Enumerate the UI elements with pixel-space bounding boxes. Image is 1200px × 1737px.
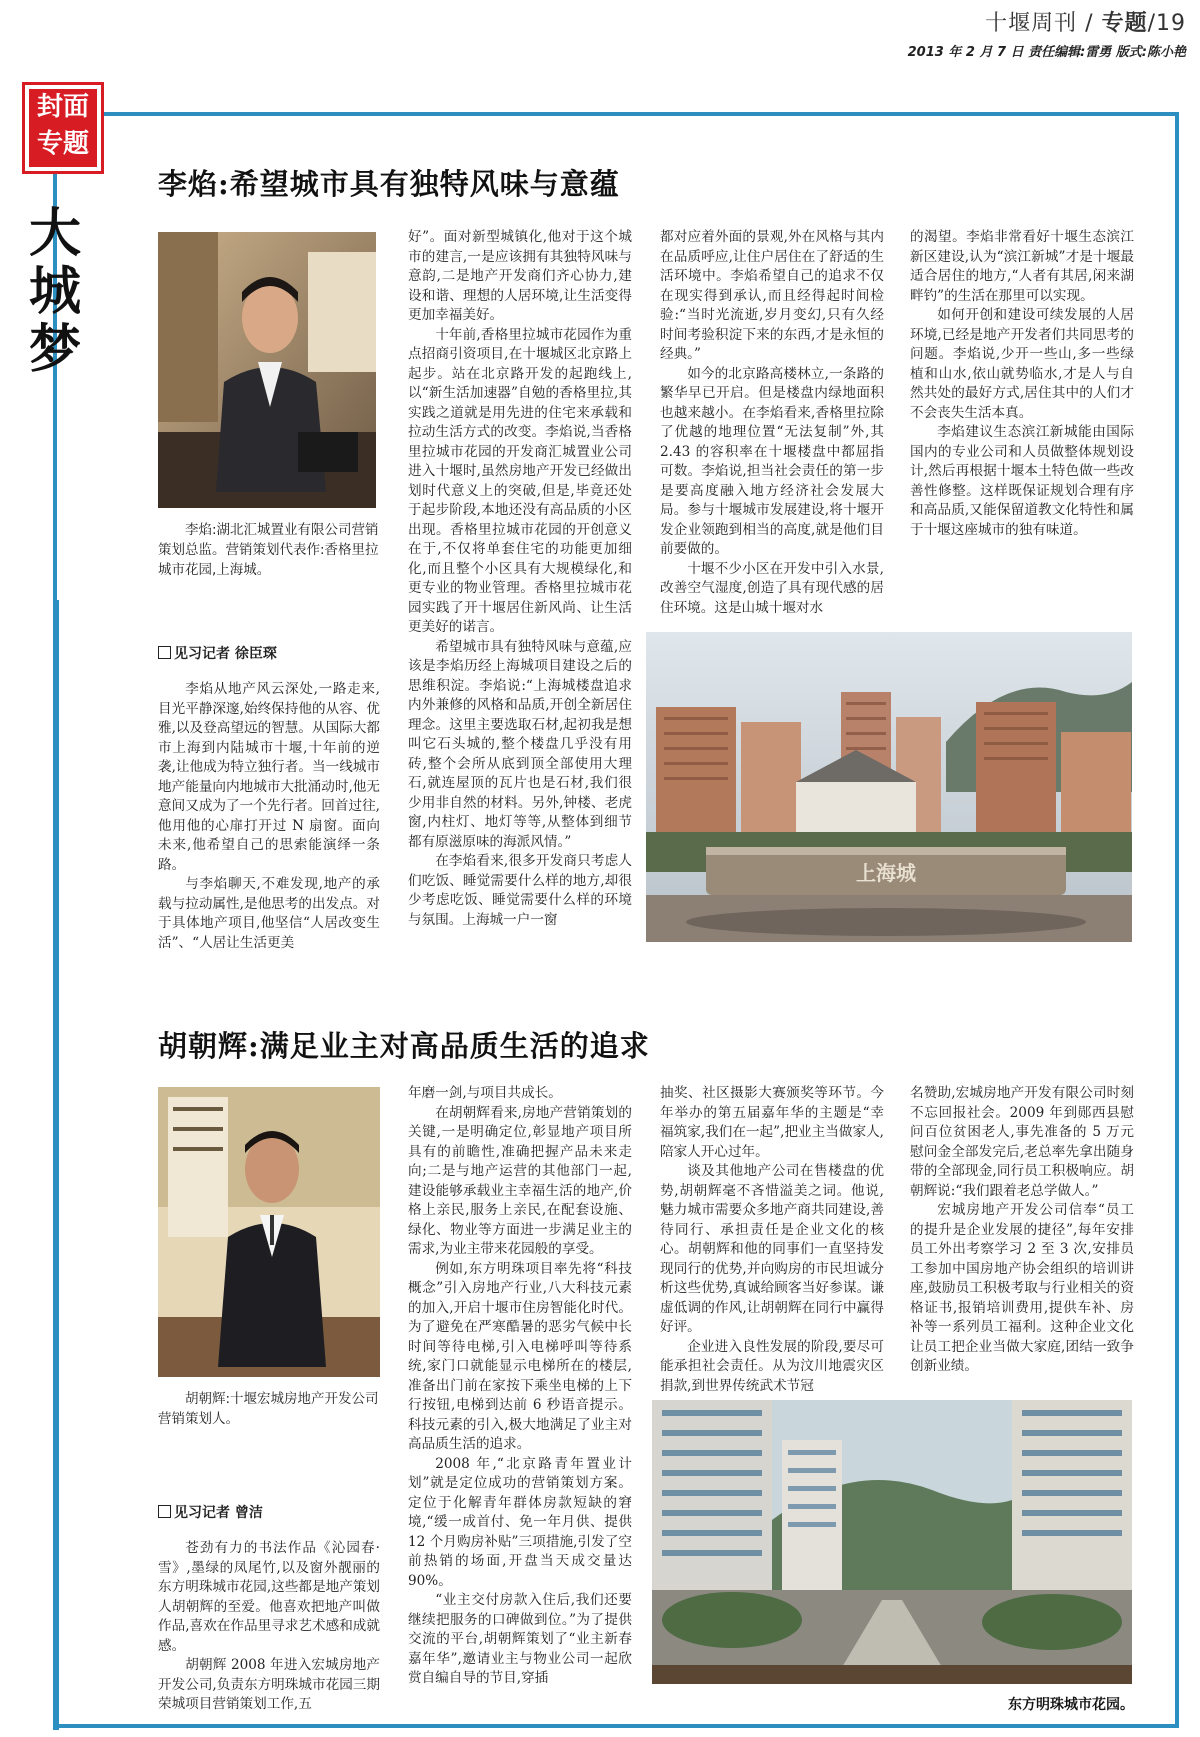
masthead-separator: /	[1085, 11, 1094, 36]
masthead	[908, 6, 1186, 60]
cover-feature-badge	[22, 82, 104, 174]
paragraph: 十堰不少小区在开发中引入水景,改善空气湿度,创造了具有现代感的居住环境。这是山城十堰对水	[660, 560, 884, 616]
paragraph: 在李焰看来,很多开发商只考虑人们吃饭、睡觉需要什么样的地方,却很少考虑吃饭、睡觉需要什么样的环境与氛围。上海城一户一窗	[408, 853, 632, 928]
article2-photo-caption: 胡朝辉:十堰宏城房地产开发公司营销策划人。	[158, 1391, 379, 1427]
article2-column-2	[408, 1084, 632, 1716]
article1-portrait-photo	[158, 232, 376, 508]
paragraph: 抽奖、社区摄影大赛颁奖等环节。今年举办的第五届嘉年华的主题是“幸福筑家,我们在一起”,把业主当做家人,陪家人开心过年。	[660, 1085, 884, 1160]
paragraph: 希望城市具有独特风味与意蕴,应该是李焰历经上海城项目建设之后的思维积淀。李焰说:“上海城楼盘追求内外兼修的风格和品质,开创全新居住理念。这里主要选取石材,起初我是想叫它石头城的,整个楼盘几乎没有用砖,整个会所从底到顶全部使用大理石,就连屋顶的瓦片也是石材,我们很少用非自然的材料。另外,钟楼、老虎窗,内柱灯、地灯等等,从整体到细节都有原滋原味的海派风情。”	[408, 638, 632, 850]
section-name: 专题	[1101, 11, 1148, 36]
paragraph: 2008 年,“北京路青年置业计划”就是定位成功的营销策划方案。定位于化解青年群体房款短缺的窘境,“缓一成首付、免一年月供、提供 12 个月购房补贴”三项措施,引发了空前热销的场面,开盘当天成交量达 90%。	[408, 1455, 632, 1589]
paragraph: 好”。面对新型城镇化,他对于这个城市的建言,一是应该拥有其独特风味与意韵,二是地产开发商们齐心协力,建设和谐、理想的人居环境,让生活变得更加幸福美好。	[408, 229, 632, 323]
article1-photo-caption: 李焰:湖北汇城置业有限公司营销策划总监。营销策划代表作:香格里拉城市花园,上海城。	[158, 522, 379, 578]
reporter-box-icon	[158, 1505, 171, 1518]
paragraph: “业主交付房款入住后,我们还要继续把服务的口碑做到位。”为了提供交流的平台,胡朝辉策划了“业主新春嘉年华”,邀请业主与物业公司一起欣赏自编自导的节目,穿插	[408, 1592, 632, 1686]
article2-image-caption: 东方明珠城市花园。	[1008, 1697, 1134, 1713]
frame-accent-bar	[53, 600, 59, 1730]
article1-headline: 李焰:希望城市具有独特风味与意蕴	[158, 167, 620, 201]
paragraph: 如何开创和建设可续发展的人居环境,已经是地产开发者们共同思考的问题。李焰说,少开一些山,多一些绿植和山水,依山就势临水,才是人与自然共处的最好方式,居住其中的人们才不会丧失生活本真。	[910, 307, 1134, 421]
paragraph: 李焰从地产风云深处,一路走来,目光平静深邃,始终保持他的从容、优雅,以及登高望远的智慧。从国际大都市上海到内陆城市十堰,十年前的逆袭,让他成为特立独行者。当一线城市地产能量向内地城市大批涌动时,他无意间又成为了一个先行者。回首过往,他用他的心扉打开过 N 扇窗。面向未来,他希望自己的思索能演绎一条路。	[158, 681, 380, 873]
article2-garden-photo	[652, 1400, 1132, 1684]
date-line: 2013 年 2 月 7 日 责任编辑:雷勇 版式:陈小艳	[907, 45, 1186, 60]
paragraph: 例如,东方明珠项目率先将“科技概念”引入房地产行业,八大科技元素的加入,开启十堰市住房智能化时代。为了避免在严寒酷暑的恶劣气候中长时间等待电梯,引入电梯呼叫等待系统,家门口就能显示电梯所在的楼层,准备出门前在家按下乘坐电梯的上下行按钮,电梯到达前 6 秒语音提示。科技元素的引入,极大地满足了业主对高品质生活的追求。	[408, 1260, 632, 1452]
article1-reporter-name: 见习记者 徐臣琛	[174, 646, 277, 662]
paragraph: 与李焰聊天,不难发现,地产的承载与拉动属性,是他思考的出发点。对于具体地产项目,他坚信“人居改变生活”、“人居让生活更美	[158, 876, 380, 951]
paragraph: 企业进入良性发展的阶段,要尽可能承担社会责任。从为汶川地震灾区捐款,到世界传统武术节冠	[660, 1338, 884, 1394]
article2-column-3	[660, 1084, 884, 1400]
article1-column-1	[158, 680, 380, 951]
side-title: 大城梦	[28, 203, 81, 380]
paragraph: 十年前,香格里拉城市花园作为重点招商引资项目,在十堰城区北京路上起步。站在北京路开发的起跑线上,以“新生活加速器”自勉的香格里拉,其实践之道就是用先进的住宅来承载和拉动生活方式的改变。李焰说,当香格里拉城市花园的开发商汇城置业公司进入十堰时,虽然房地产开发已经做出划时代意义上的突破,但是,毕竟还处于起步阶段,本地还没有高品质的小区出现。香格里拉城市花园的开创意义在于,不仅将单套住宅的功能更加细化,而且整个小区具有大规模绿化,和更专业的物业管理。香格里拉城市花园实践了开十堰居住新风尚、让生活更美好的诺言。	[408, 326, 632, 635]
article1-column-2	[408, 228, 632, 940]
paragraph: 苍劲有力的书法作品《沁园春·雪》,墨绿的凤尾竹,以及窗外靓丽的东方明珠城市花园,这些都是地产策划人胡朝辉的至爱。他喜欢把地产叫做作品,喜欢在作品里寻求艺术感和成就感。	[158, 1540, 380, 1654]
reporter-box-icon	[158, 646, 171, 659]
shanghai-city-sign: 上海城	[856, 861, 916, 885]
paragraph: 的渴望。李焰非常看好十堰生态滨江新区建设,认为“滨江新城”才是十堰最适合居住的地方,“人者有其居,闲来湖畔钓”的生活在那里可以实现。	[910, 229, 1134, 304]
page-number: /19	[1147, 11, 1186, 36]
paragraph: 谈及其他地产公司在售楼盘的优势,胡朝辉毫不吝惜溢美之词。他说,魅力城市需要众多地产商共同建设,善待同行、承担责任是企业文化的核心。胡朝辉和他的同事们一直坚持发现同行的优势,并向购房的市民坦诚分析这些优势,真诚给顾客当好参谋。谦虚低调的作风,让胡朝辉在同行中赢得好评。	[660, 1163, 884, 1335]
article1-column-3	[660, 228, 884, 624]
paragraph: 都对应着外面的景观,外在风格与其内在品质呼应,让住户居住在了舒适的生活环境中。李焰希望自己的追求不仅在现实得到承认,而且经得起时间检验:“当时光流逝,岁月变幻,只有久经时间考验积淀下来的东西,才是永恒的经典。”	[660, 229, 884, 362]
article1-reporter	[158, 643, 277, 663]
article2-column-1	[158, 1539, 380, 1715]
article1-column-4	[910, 228, 1134, 624]
paper-name: 十堰周刊	[985, 11, 1078, 36]
paragraph: 李焰建议生态滨江新城能由国际国内的专业公司和人员做整体规划设计,然后再根据十堰本土特色做一些改善性修整。这样既保证规划合理有序和高品质,又能保留道教文化特性和属于十堰这座城市的独有味道。	[910, 424, 1134, 538]
paragraph: 年磨一剑,与项目共成长。	[408, 1085, 562, 1101]
article2-reporter-name: 见习记者 曾洁	[174, 1505, 263, 1521]
article2-reporter	[158, 1502, 263, 1522]
paragraph: 胡朝辉 2008 年进入宏城房地产开发公司,负责东方明珠城市花园三期荣城项目营销策划工作,五	[158, 1657, 380, 1712]
badge-line-1: 封面	[36, 92, 89, 122]
paragraph: 名赞助,宏城房地产开发有限公司时刻不忘回报社会。2009 年到郧西县慰问百位贫困老人,事先准备的 5 万元慰问金全部发完后,老总率先拿出随身带的全部现金,同行员工积极响应。胡朝辉说:“我们跟着老总学做人。”	[910, 1085, 1134, 1199]
article1-shanghai-city-photo	[646, 632, 1132, 942]
paragraph: 在胡朝辉看来,房地产营销策划的关键,一是明确定位,彰显地产项目所具有的前瞻性,准确把握产品未来走向;二是与地产运营的其他部门一起,建设能够承载业主幸福生活的地产,价格上亲民,服务上亲民,在配套设施、绿化、物业等方面进一步满足业主的需求,为业主带来花园般的享受。	[408, 1104, 632, 1257]
article2-portrait-photo	[158, 1087, 380, 1377]
paragraph: 如今的北京路高楼林立,一条路的繁华早已开启。但是楼盘内绿地面积也越来越小。在李焰看来,香格里拉除了优越的地理位置“无法复制”外,其 2.43 的容积率在十堰楼盘中都屈指可数。李焰说,担当社会责任的第一步是要高度融入地方经济社会发展大局。参与十堰城市发展建设,将十堰开发企业领跑到相当的高度,就是他们目前要做的。	[660, 365, 884, 557]
article2-column-4	[910, 1084, 1134, 1400]
article2-headline: 胡朝辉:满足业主对高品质生活的追求	[158, 1029, 650, 1063]
paragraph: 宏城房地产开发公司信奉“员工的提升是企业发展的捷径”,每年安排员工外出考察学习 2 至 3 次,安排员工参加中国房地产协会组织的培训讲座,鼓励员工积极考取与行业相关的资格证书,报销培训费用,提供车补、房补等一系列员工福利。这种企业文化让员工把企业当做大家庭,团结一致争创新业绩。	[910, 1202, 1134, 1374]
badge-line-2: 专题	[36, 129, 89, 159]
